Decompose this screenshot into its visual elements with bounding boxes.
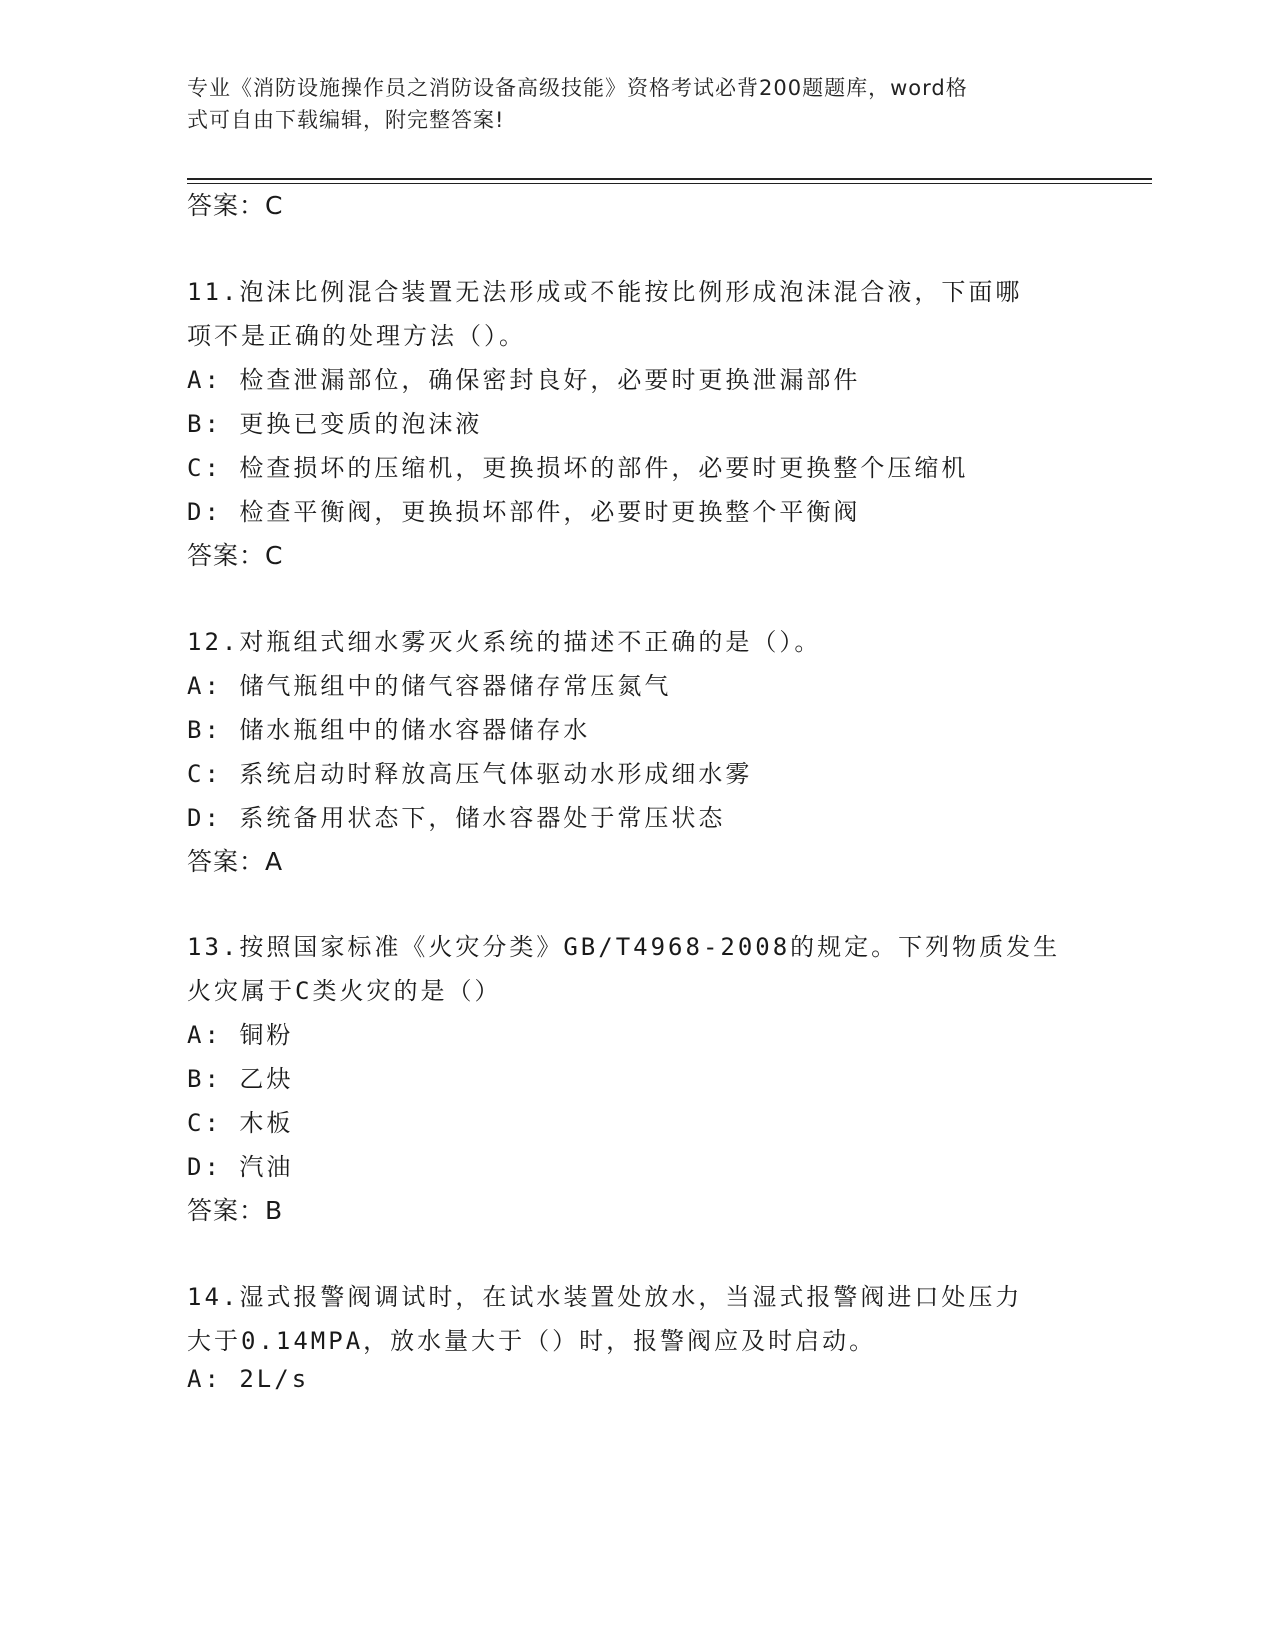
question-13-stem-line-2: 火灾属于C类火灾的是（） [187,977,502,1005]
question-11-stem-line-1: 11.泡沫比例混合装置无法形成或不能按比例形成泡沫混合液，下面哪 [187,278,1023,306]
header-line-2: 式可自由下载编辑，附完整答案! [187,108,505,132]
question-12-stem-line-1: 12.对瓶组式细水雾灭火系统的描述不正确的是（）。 [187,628,822,656]
header-divider-thin [187,183,1152,184]
question-12-option-d: D: 系统备用状态下，储水容器处于常压状态 [187,804,726,832]
header-line-1: 专业《消防设施操作员之消防设备高级技能》资格考试必背200题题库，word格 [187,76,968,100]
question-11-answer: 答案：C [187,541,284,570]
question-12-answer: 答案：A [187,847,284,876]
question-13-answer: 答案：B [187,1196,284,1225]
question-12-option-a: A: 储气瓶组中的储气容器储存常压氮气 [187,672,672,700]
question-13-option-c: C: 木板 [187,1109,294,1137]
question-13-option-a: A: 铜粉 [187,1021,294,1049]
header-divider-thick [187,178,1152,180]
question-14-stem-line-2: 大于0.14MPA，放水量大于（）时，报警阀应及时启动。 [187,1327,877,1355]
question-12-option-b: B: 储水瓶组中的储水容器储存水 [187,716,591,744]
question-12-option-c: C: 系统启动时释放高压气体驱动水形成细水雾 [187,760,753,788]
question-11-option-a: A: 检查泄漏部位，确保密封良好，必要时更换泄漏部件 [187,366,861,394]
question-13-option-d: D: 汽油 [187,1153,294,1181]
question-11-option-d: D: 检查平衡阀，更换损坏部件，必要时更换整个平衡阀 [187,498,861,526]
question-14-option-a: A: 2L/s [187,1365,310,1393]
question-11-option-c: C: 检查损坏的压缩机，更换损坏的部件，必要时更换整个压缩机 [187,454,969,482]
question-11-option-b: B: 更换已变质的泡沫液 [187,410,483,438]
previous-answer: 答案：C [187,191,284,220]
question-11-stem-line-2: 项不是正确的处理方法（）。 [187,322,526,350]
question-14-stem-line-1: 14.湿式报警阀调试时，在试水装置处放水，当湿式报警阀进口处压力 [187,1283,1023,1311]
question-13-stem-line-1: 13.按照国家标准《火灾分类》GB/T4968-2008的规定。下列物质发生 [187,933,1061,961]
question-13-option-b: B: 乙炔 [187,1065,294,1093]
page-header [187,72,1067,136]
